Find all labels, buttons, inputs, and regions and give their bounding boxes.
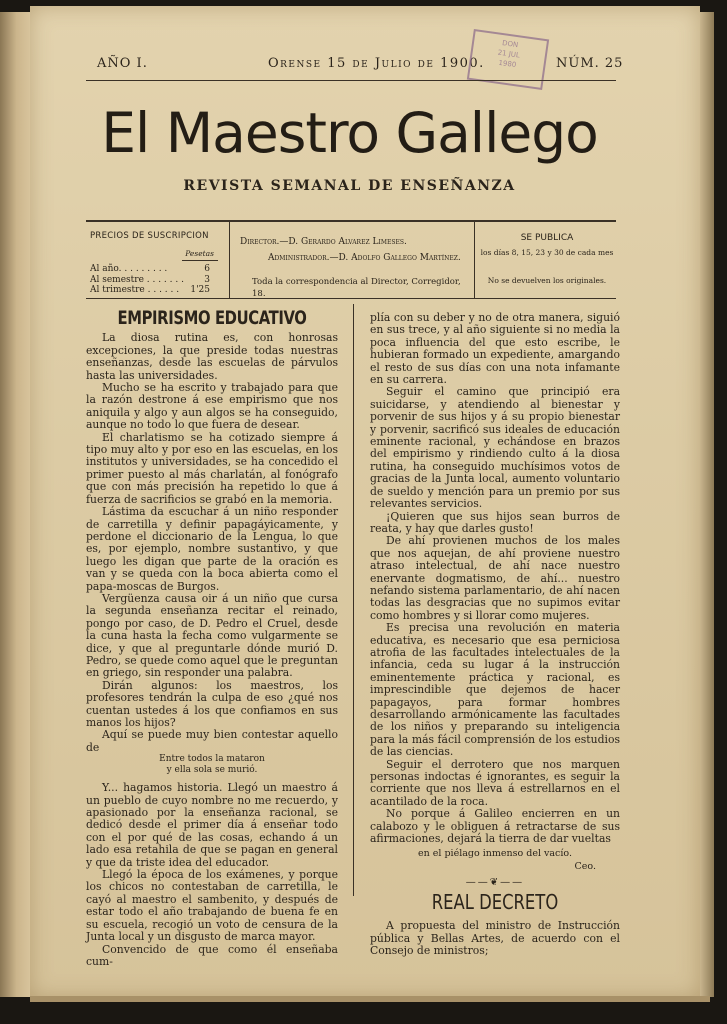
price-row (90, 264, 210, 275)
prices-table (90, 264, 210, 296)
publishes-title: SE PUBLICA (520, 233, 574, 243)
paragraph: De ahí provienen muchos de los males que nos aquejan, de ahí proviene nuestro atraso intelectual, de ahí nace nuestro enervante dogmatismo, de ahí... nuestro nefando sistema parlamentario, de ahí nacen todas las desgracias que no supimos evitar como hombres y si llorar como mujeres. (370, 534, 620, 622)
paragraph: ¡Quieren que sus hijos sean burros de reata, y hay que darles gusto! (370, 509, 620, 535)
info-divider-right (474, 222, 475, 298)
year-label: AÑO I. (97, 56, 148, 71)
price-value: 6 (204, 264, 210, 274)
stamp-line1: DON (501, 39, 519, 50)
left-column (86, 307, 338, 968)
info-divider-left (229, 222, 230, 298)
administrator-line: Administrador.—D. Adolfo Gallego Martínez. (268, 253, 461, 263)
article-signature: Ceo. (574, 860, 596, 872)
paragraph: Dirán algunos: los maestros, los profesores tendrán la culpa de eso ¿qué nos cuentan ustedes á los que confiamos en sus manos los hijos? (86, 678, 338, 729)
paragraph: Convencido de que como él enseñaba cum- (86, 942, 338, 968)
prices-title: PRECIOS DE SUSCRIPCION (90, 231, 209, 241)
dateline: Orense 15 de Julio de 1900. (268, 56, 485, 71)
paragraph: El charlatismo se ha cotizado siempre á tipo muy alto y por eso en las escuelas, en los institutos y universidades, se ha concedido el primer puesto al más charlatán, al fonógrafo que con más precisión ha repetido lo que á fuerza de sacrificios se grabó en la memoria. (86, 430, 338, 506)
price-label: Al trimestre . . . . . . (90, 285, 180, 295)
price-row (90, 285, 210, 296)
section-ornament: ——❦—— (465, 877, 525, 889)
correspondence-line: Toda la correspondencia al Director, Corregidor, 18. (252, 277, 461, 299)
paragraph: Llegó la época de los exámenes, y porque los chicos no contestaban de carretilla, le cayó al maestro el sambenito, y después de estar todo el año trabajando de buena fe en su escuela, recogió un voto de censura de la Junta local y un disgusto de marca mayor. (86, 868, 338, 944)
paragraph: Es precisa una revolución en materia educativa, es necesario que esa perniciosa atrofia de las facultades intelectuales de la infancia, ceda su lugar á la instrucción eminentemente práctica y racional, es imprescindible que dejemos de hacer papagayos, para formar hombres desarrollando armónicamente las facultades de los niños y preparando su inteligencia para la más fácil comprensión de los estudios de las ciencias. (370, 621, 620, 759)
paragraph: plía con su deber y no de otra manera, siguió en sus trece, y al año siguiente si no media la poca influencia del que esto escribe, le hubieran formado un expediente, amargando el resto de sus días con una nota infamante en su carrera. (370, 311, 620, 387)
masthead-subtitle: REVISTA SEMANAL DE ENSEÑANZA (183, 178, 516, 194)
price-value: 1'25 (190, 285, 210, 295)
issue-number: NÚM. 25 (556, 56, 624, 71)
paragraph: Seguir el camino que principió era suicidarse, y atendiendo al bienestar y porvenir de sus hijos y á su propio bienestar y porvenir, sacrificó sus ideales de educación eminente racional, y echándose en brazos del empirismo y rindiendo culto á la diosa rutina, ha conseguido muchísimos votos de gracias de la Junta local, aumento voluntario de sueldo y mención para un premio por sus relevantes servicios. (370, 385, 620, 511)
bottom-page-edge (30, 996, 710, 1002)
director-line: Director.—D. Gerardo Alvarez Limeses. (240, 237, 407, 247)
right-page-edge (700, 12, 714, 997)
currency-rule (182, 260, 218, 261)
publish-box (478, 232, 616, 287)
paragraph: Mucho se ha escrito y trabajado para que la razón destrone á ese empirismo que nos aniquila y algo y aun algos se ha conseguido, aunque no todo lo que fuera de desear. (86, 381, 338, 432)
header-rule (86, 80, 616, 81)
paragraph: La diosa rutina es, con honrosas excepciones, la que preside todas nuestras enseñanzas, desde las escuelas de párvulos hasta las universidades. (86, 331, 338, 382)
paragraph: Seguir el derrotero que nos marquen personas indoctas é ignorantes, es seguir la corriente que nos lleva á estrellarnos en el acantilado de la roca. (370, 757, 620, 808)
verse-line: en el piélago inmenso del vacío. (418, 848, 572, 860)
right-column (370, 312, 620, 957)
currency-label: Pesetas (185, 249, 214, 258)
article-title: EMPIRISMO EDUCATIVO (117, 307, 307, 329)
paragraph: Lástima da escuchar á un niño responder de carretilla y definir papagáyicamente, y perdone el diccionario de la Lengua, lo que es, por ejemplo, nombre sustantivo, y que luego les digan que parte de la oración es van y se queda con la boca abierta como el papa-moscas de Burgos. (86, 505, 338, 593)
info-top-rule (86, 220, 616, 222)
article-title: REAL DECRETO (431, 889, 559, 914)
price-label: Al año. . . . . . . . . (90, 264, 168, 274)
price-label: Al semestre . . . . . . . (90, 274, 184, 285)
publishes-days: los días 8, 15, 23 y 30 de cada mes (480, 248, 614, 257)
paragraph: Aquí se puede muy bien contestar aquello de (86, 728, 338, 754)
price-row (90, 275, 210, 286)
verse-line: y ella sola se murió. (166, 765, 258, 776)
price-value: 3 (204, 274, 210, 285)
paragraph: No porque á Galileo encierren en un calabozo y le obliguen á retractarse de sus afirmaciones, dejará la tierra de dar vueltas (370, 807, 620, 846)
originals-note: No se devuelven los originales. (487, 276, 607, 285)
paragraph: Vergüenza causa oir á un niño que cursa la segunda enseñanza recitar el reinado, pongo por caso, de D. Pedro el Cruel, desde la cuna hasta la fecha como vulgarmente se dice, y que al preguntarle dónde murió D. Pedro, se quede como aquel que le preguntan en griego, sin responder una palabra. (86, 591, 338, 680)
left-page-edge (0, 12, 30, 997)
masthead-title: El Maestro Gallego (101, 101, 598, 165)
prices-box (90, 230, 220, 296)
paragraph: Y... hagamos historia. Llegó un maestro á un pueblo de cuyo nombre no me recuerdo, y apasionado por la enseñanza racional, se dedicó desde el primer día á enseñar todo con el por qué de las cosas, echando á un lado esa retahila de que se pagan en general y que da triste idea del educador. (86, 781, 338, 869)
verse-line: Entre todos la mataron (159, 754, 265, 765)
paragraph: A propuesta del ministro de Instrucción pública y Bellas Artes, de acuerdo con el Consejo de ministros; (370, 919, 620, 957)
column-divider (353, 304, 354, 896)
stamp-line3: 1980 (497, 58, 517, 70)
staff-box (240, 236, 472, 300)
stamp-line2: 21 JUL (497, 48, 521, 60)
